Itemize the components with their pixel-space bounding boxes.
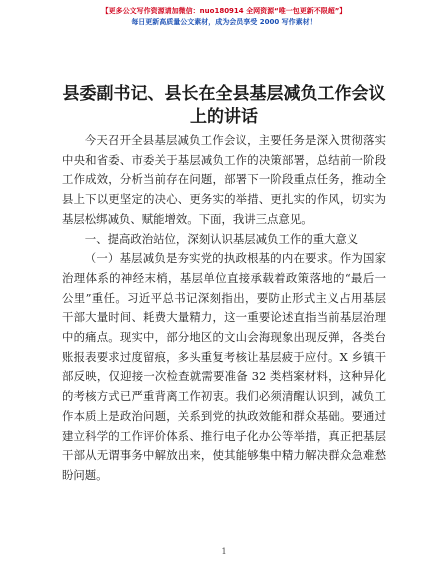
page-number: 1 (221, 547, 227, 556)
intro-paragraph: 今天召开全县基层减负工作会议，主要任务是深入贯彻落实中央和省委、市委关于基层减负工作的决策部署，总结前一阶段工作成效，分析当前存在问题，部署下一阶段重点任务，推动全县上下以更坚定的决心、更务实的举措、更扎实的作风，切实为基层松绑减负、赋能增效。下面，我讲三点意见。 (62, 133, 386, 226)
document-body (62, 131, 386, 486)
body-paragraph: （一）基层减负是夯实党的执政根基的内在要求。作为国家治理体系的神经末梢，基层单位直接承载着政策落地的“最后一公里”重任。习近平总书记深刻指出，要防止形式主义占用基层干部大量时间、耗费大量精力，这一重要论述直指当前基层治理中的痛点。现实中，部分地区的文山会海现象出现反弹，各类台账报表要求过度留痕，多头重复考核让基层疲于应付。X 乡镇干部反映，仅迎接一次检查就需要准备 32 类档案材料，这种异化的考核方式已严重背离工作初衷。我们必须清醒认识到，减负工作本质上是政治问题，关系到党的执政效能和群众基础。要通过建立科学的工作评价体系、推行电子化办公等举措，真正把基层干部从无谓事务中解放出来，使其能够集中精力解决群众急难愁盼问题。 (62, 251, 386, 482)
document-title: 县委副书记、县长在全县基层减负工作会议上的讲话 (62, 84, 386, 127)
promo-banner-line-1: 【更多公文写作资源请加微信：nuo180914 全网资源“唯一包更新不限超”】 (101, 7, 347, 15)
section-heading: 一、提高政治站位，深刻认识基层减负工作的重大意义 (84, 231, 359, 246)
promo-banner-line-2: 每日更新高质量公文素材，成为会员享受 2000 写作素材！ (131, 18, 317, 26)
